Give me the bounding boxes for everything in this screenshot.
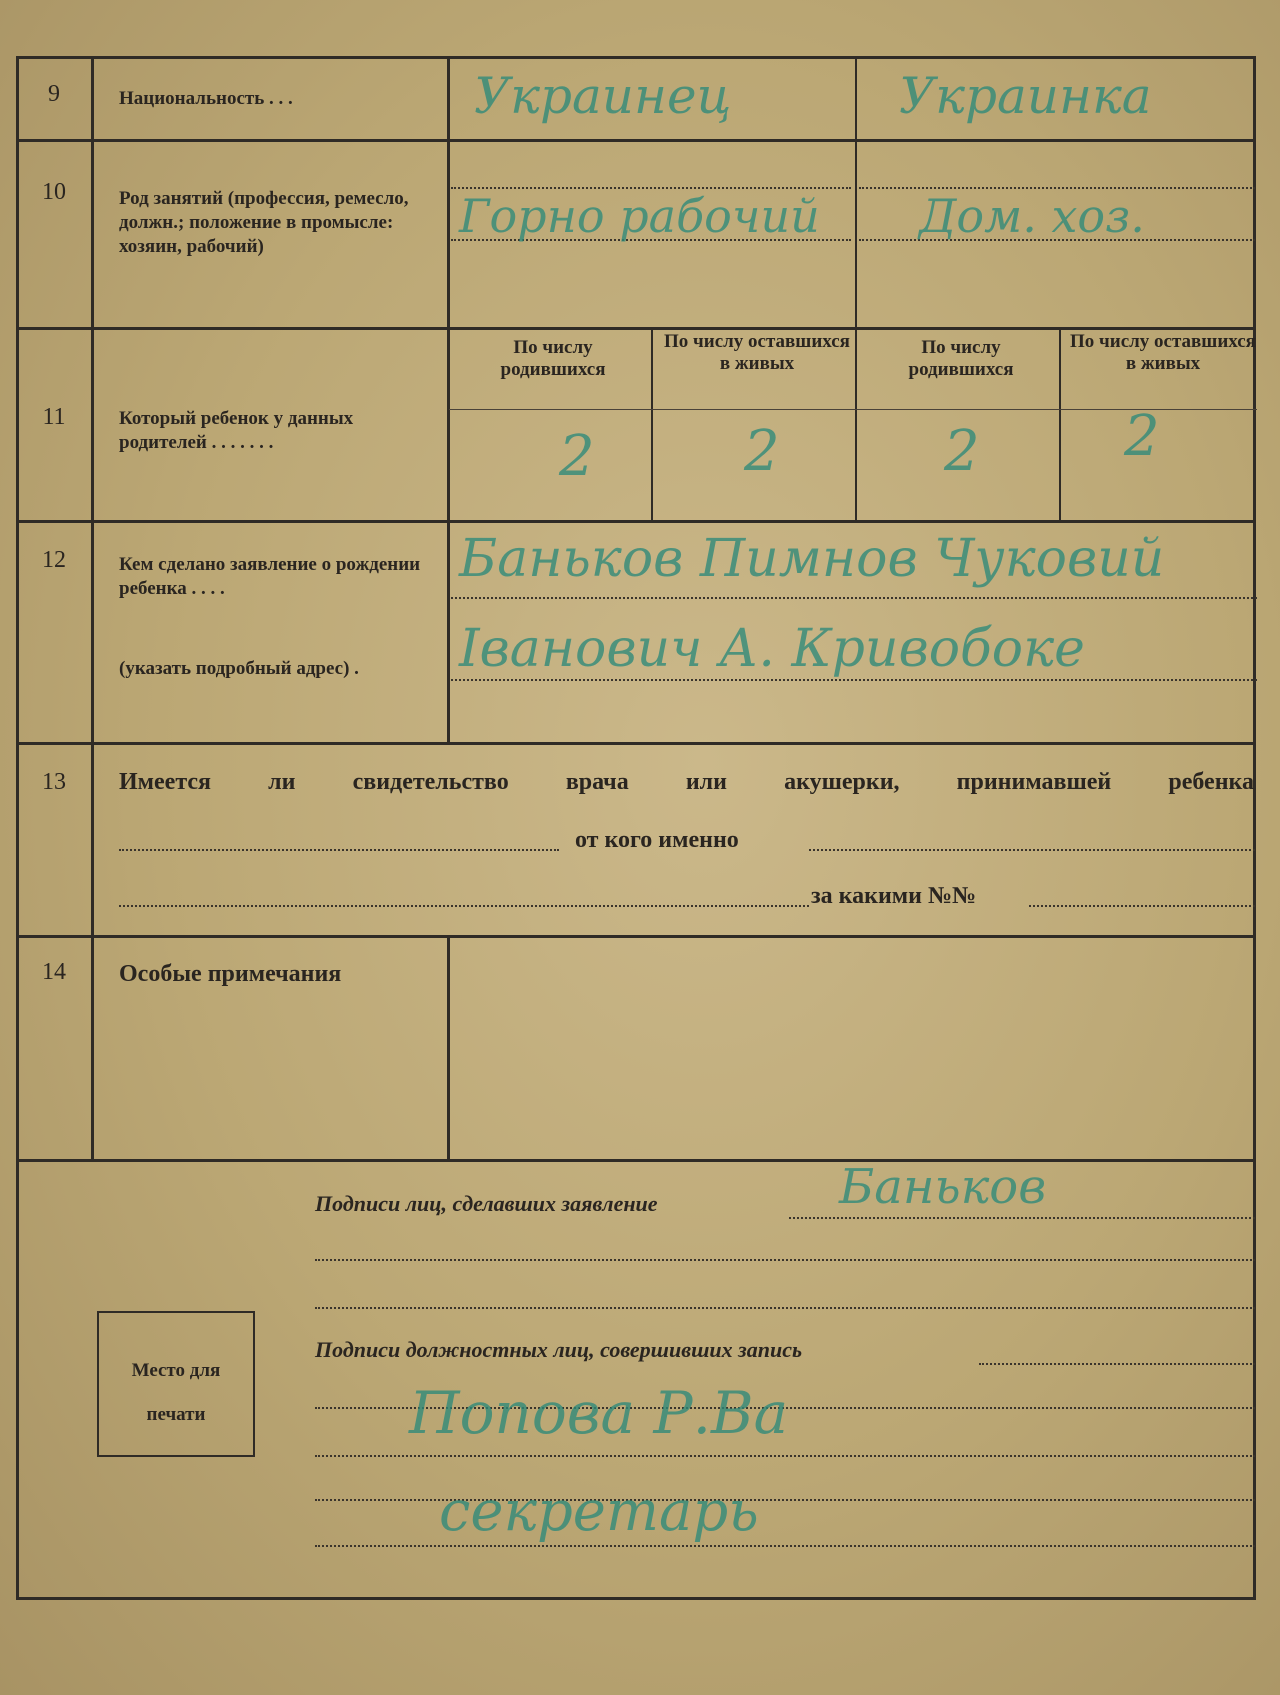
r11-value: 2 xyxy=(944,419,980,484)
r11-divider xyxy=(855,327,857,520)
numbers-label: за какими №№ xyxy=(811,883,977,909)
nationality-label: Национальность . . . xyxy=(119,88,293,109)
dotted-line xyxy=(119,849,559,851)
r11-value: 2 xyxy=(1124,404,1160,469)
row-divider xyxy=(19,520,1253,523)
occupation-father-value: Горно рабочий xyxy=(459,189,820,243)
official-signature-1: Попова Р.Ва xyxy=(409,1379,789,1447)
applicant-signature: Баньков xyxy=(839,1159,1047,1215)
dotted-line xyxy=(315,1259,1255,1261)
row-divider xyxy=(19,935,1253,938)
occupation-mother-value: Дом. хоз. xyxy=(919,189,1145,243)
row-divider xyxy=(19,139,1253,142)
dotted-line xyxy=(315,1545,1255,1547)
label-column-line xyxy=(447,59,450,742)
applicants-signature-label: Подписи лиц, сделавших заявление xyxy=(315,1191,658,1216)
applicant-value-line1: Баньков Пимнов Чуковий xyxy=(459,529,1165,589)
applicant-label: Кем сделано заявление о рождении ребенка . . . . xyxy=(119,554,421,599)
number-column-line xyxy=(91,59,94,1159)
dotted-line xyxy=(451,679,1257,681)
occupation-label: Род занятий (профессия, ремесло, должн.; положение в промысле: хозяин, рабочий) xyxy=(119,188,409,257)
father-mother-divider xyxy=(855,59,857,327)
child-order-label: Который ребенок у данных родителей . . . . . . . xyxy=(119,408,354,453)
row-number: 10 xyxy=(42,179,66,205)
certificate-question: Имеется ли свидетельство врача или акушерки, принимавшей ребенка xyxy=(119,769,1254,795)
row-number: 11 xyxy=(42,404,66,430)
dotted-line xyxy=(315,1307,1255,1309)
r11-divider xyxy=(1059,327,1061,520)
form-frame xyxy=(16,56,1256,1600)
row-divider xyxy=(19,327,1253,330)
dotted-line xyxy=(979,1363,1255,1365)
row-number: 12 xyxy=(42,547,66,573)
from-whom-label: от кого именно xyxy=(575,827,739,853)
row-divider xyxy=(19,1159,1253,1162)
r11-header: По числу родившихся xyxy=(908,337,1014,380)
dotted-line xyxy=(315,1455,1255,1457)
row-number: 14 xyxy=(42,959,66,985)
stamp-label-line1: Место для xyxy=(131,1360,221,1381)
dotted-line xyxy=(789,1217,1255,1219)
nationality-father-value: Украинец xyxy=(474,67,732,125)
special-notes-label: Особые примечания xyxy=(119,961,342,987)
officials-signature-label: Подписи должностных лиц, совершивших запись xyxy=(315,1337,803,1362)
r11-header: По числу оставшихся в живых xyxy=(1070,331,1256,374)
dotted-line xyxy=(119,905,809,907)
dotted-line xyxy=(1029,905,1255,907)
r11-header: По числу родившихся xyxy=(500,337,606,380)
nationality-mother-value: Украинка xyxy=(899,67,1152,125)
r11-divider xyxy=(651,327,653,520)
r11-value: 2 xyxy=(744,419,780,484)
row-divider xyxy=(19,742,1253,745)
row-number: 9 xyxy=(48,81,60,107)
dotted-line xyxy=(451,597,1257,599)
label-column-line xyxy=(447,935,450,1159)
r11-header: По числу оставшихся в живых xyxy=(664,331,850,374)
address-label: (указать подробный адрес) . xyxy=(119,658,359,679)
applicant-value-line2: Іванович А. Кривобоке xyxy=(459,619,1085,679)
r11-value: 2 xyxy=(559,424,595,489)
stamp-place-box xyxy=(97,1311,255,1457)
stamp-label-line2: печати xyxy=(146,1404,206,1425)
official-signature-2: секретарь xyxy=(439,1479,759,1544)
dotted-line xyxy=(809,849,1255,851)
row-number: 13 xyxy=(42,769,66,795)
